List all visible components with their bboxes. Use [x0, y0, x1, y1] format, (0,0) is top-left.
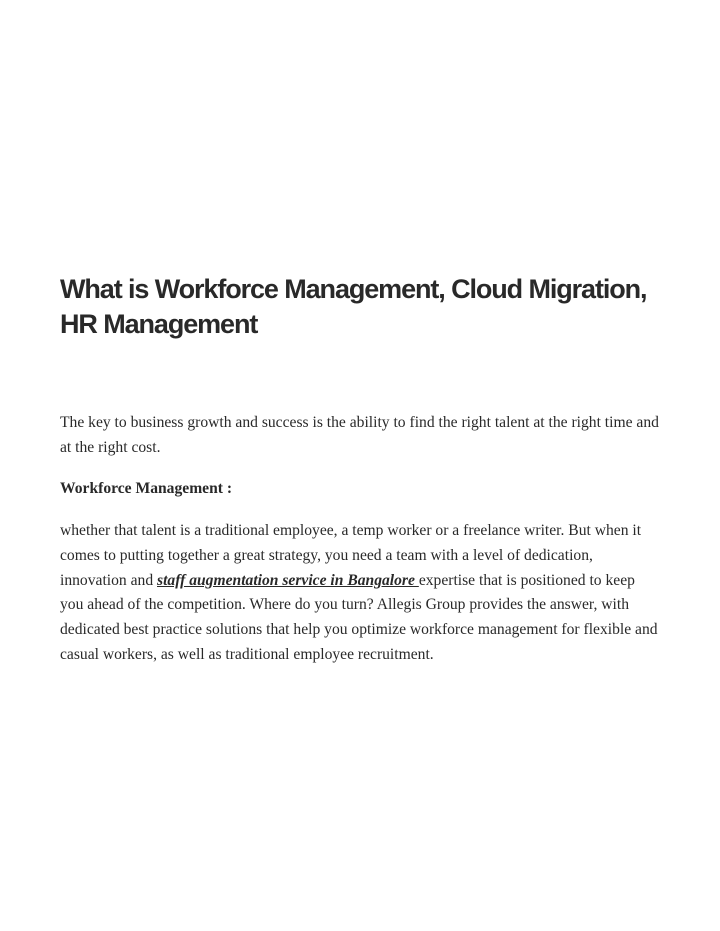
- paragraph-text-start: whether that talent is a traditional employee, a temp worker or a freelance writer. But when it comes to putting together a great strategy, you need a team with a level of dedication, innovation and: [60, 522, 642, 589]
- article-title: What is Workforce Management, Cloud Migration, HR Management: [60, 274, 647, 339]
- paragraph-text-end: expertise that is positioned to keep you ahead of the competition. Where do you turn? Allegis Group provides the answer, with dedicated best practice solutions that help you optimize workforce management for flexible and casual workers, as well as traditional employee recruitment.: [60, 571, 658, 663]
- section-subheading: Workforce Management :: [60, 480, 233, 498]
- body-paragraph: [60, 519, 660, 667]
- article-body: [60, 411, 660, 667]
- staff-augmentation-link[interactable]: staff augmentation service in Bangalore: [157, 571, 419, 589]
- intro-paragraph: The key to business growth and success is the ability to find the right talent at the right time and at the right cost.: [60, 414, 659, 456]
- article: [60, 272, 660, 684]
